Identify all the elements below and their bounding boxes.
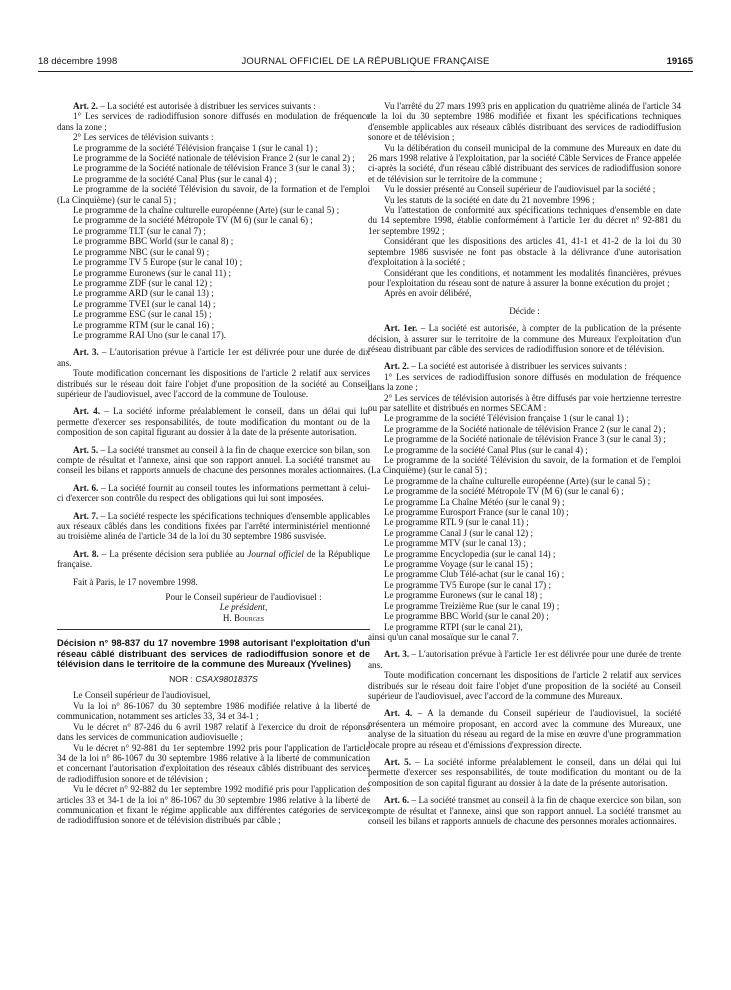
program-item: Le programme Club Télé-achat (sur le canal 16) ;: [384, 569, 565, 580]
nor-reference: NOR : CSAX9801837S: [169, 674, 258, 685]
article-4: Art. 4. – A la demande du Conseil supérieur de l'audiovisuel, la société présentera un mémoire proposant, en accord avec la commune des Mureaux, une analyse de la situation du réseau au regard de la mise en œuvre d'une programmation locale propre au réseau et d'émissions d'expression directe.: [368, 708, 681, 750]
page-header: [38, 56, 693, 70]
decision-title: Décision n° 98-837 du 17 novembre 1998 autorisant l'exploitation d'un réseau câblé distribuant des services de radiodiffusion sonore et de télévision dans le territoire de la commune des Mureaux (Yvelines): [57, 638, 370, 670]
program-item: Le programme BBC World (sur le canal 20) ;: [384, 611, 549, 622]
visa-item: Considérant que les conditions, et notamment les modalités financières, prévues pour l'exploitation du réseau sont de nature à assurer la bonne exécution du projet ;: [368, 267, 681, 288]
signature-for: Pour le Conseil supérieur de l'audiovisuel :: [165, 592, 322, 603]
page-number: 19165: [666, 56, 693, 67]
article-5: Art. 5. – La société informe préalablement le conseil, dans un délai qui lui permette d'exercer ses responsabilités, de toute modification du montant ou de la composition de son capital figurant au dossier à la date de la présente autorisation.: [368, 756, 681, 788]
journal-title: JOURNAL OFFICIEL DE LA RÉPUBLIQUE FRANÇAISE: [241, 56, 490, 67]
program-item: Le programme ARD (sur le canal 13) ;: [73, 288, 214, 299]
article-2-item-1: 1° Les services de radiodiffusion sonore diffusés en modulation de fréquence dans la zone ;: [368, 371, 681, 393]
article-6: Art. 6. – La société transmet au conseil à la fin de chaque exercice son bilan, son compte de résultat et l'annexe, ainsi que son rapport annuel. La société transmet au conseil les bilans et rapports annuels de chacune des personnes morales actionnaires.: [368, 795, 682, 826]
program-item: Le programme Encyclopedia (sur le canal 14) ;: [384, 548, 556, 559]
visa-item: Vu le dossier présenté au Conseil supérieur de l'audiovisuel par la société ;: [384, 184, 656, 195]
program-item: Le programme de la société Métropole TV (M 6) (sur le canal 6) ;: [384, 486, 624, 497]
visa-item: Vu le décret n° 92-881 du 1er septembre 1992 pris pour l'application de l'article 34 de la loi n° 86-1067 du 30 septembre 1986 relative à la liberté de communication et concernant l'autorisation d'exploitation des réseaux câblés distribuant des services de radiodiffusion sonore et de télévision ;: [57, 742, 370, 784]
program-item: Le programme ZDF (sur le canal 12) ;: [73, 277, 213, 288]
signature-date: Fait à Paris, le 17 novembre 1998.: [73, 576, 198, 587]
program-item: Le programme de la Société nationale de télévision France 3 (sur le canal 3) ;: [384, 434, 666, 445]
visa-item: Après en avoir délibéré,: [384, 288, 472, 299]
program-item: Le programme Canal J (sur le canal 12) ;: [384, 527, 533, 538]
program-item: Le programme de la Société nationale de télévision France 2 (sur le canal 2) ;: [384, 423, 666, 434]
program-item: Le programme TVEI (sur le canal 14) ;: [73, 298, 216, 309]
visa-item: Vu l'arrêté du 27 mars 1993 pris en application du quatrième alinéa de l'article 34 de la loi du 30 septembre 1986 modifiée et fixant les spécifications techniques d'ensemble applicables aux réseaux câblés distribuant des services de radiodiffusion sonore et de télévision ;: [368, 101, 681, 143]
issuer: Le Conseil supérieur de l'audiovisuel,: [73, 690, 211, 701]
program-item: Le programme de la chaîne culturelle européenne (Arte) (sur le canal 5) ;: [73, 205, 340, 216]
program-item: Le programme Treizième Rue (sur le canal 19) ;: [384, 600, 560, 611]
article-5: Art. 5. – La société transmet au conseil à la fin de chaque exercice son bilan, son compte de résultat et l'annexe, ainsi que son rapport annuel. La société transmet au conseil les bilans et rapports annuels de chacune des personnes morales actionnaires.: [57, 444, 371, 476]
visa-item: Vu la délibération du conseil municipal de la commune des Mureaux en date du 26 mars 1998 relative à l'exploitation, par la société Câble Services de France appelée ci-après la société, d'un réseau câblé distribuant des services de radiodiffusion sonore et de télévision sur le territoire de la commune ;: [368, 142, 681, 184]
article-3-paragraph: Toute modification concernant les dispositions de l'article 2 relatif aux services distribués sur le réseau doit faire l'objet d'une proposition de la société au Conseil supérieur de l'audiovisuel, avec l'accord de la commune de Toulouse.: [57, 368, 370, 399]
program-item: Le programme de la société Canal Plus (sur le canal 4) ;: [73, 173, 277, 184]
left-column: [57, 101, 370, 826]
article-2-item-2: 2° Les services de télévision suivants :: [73, 132, 214, 143]
program-item: Le programme de la société Télévision française 1 (sur le canal 1) ;: [73, 142, 318, 153]
header-rule: [38, 71, 693, 72]
program-item: Le programme Voyage (sur le canal 15) ;: [384, 559, 533, 570]
program-item: Le programme NBC (sur le canal 9) ;: [73, 246, 210, 257]
article-1: Art. 1er. – La société est autorisée, à compter de la publication de la présente décision, à assurer sur le territoire de la commune des Mureaux l'exploitation d'un réseau distribuant par câble des services de radiodiffusion sonore et de télévision.: [368, 323, 681, 354]
program-item: Le programme TV 5 Europe (sur le canal 10) ;: [73, 257, 243, 268]
program-item: Le programme de la Société nationale de télévision France 3 (sur le canal 3) ;: [73, 163, 355, 174]
article-2-item-2: 2° Les services de télévision autorisés à être diffusés par voie hertzienne terrestre ou par satellite et distribués en normes SECAM :: [368, 392, 681, 413]
program-list: [57, 143, 370, 341]
program-item: Le programme MTV (sur le canal 13) ;: [384, 538, 527, 549]
program-item: Le programme de la société Canal Plus (sur le canal 4) ;: [384, 444, 588, 455]
program-item: Le programme ESC (sur le canal 15) ;: [73, 309, 212, 320]
visa-item: Vu l'attestation de conformité aux spécifications techniques d'ensemble en date du 14 septembre 1998, établie conformément à l'article 1er du décret n° 92-881 du 1er septembre 1992 ;: [368, 205, 681, 236]
visas-list-continued: [368, 101, 681, 299]
article-3-paragraph: Toute modification concernant les dispositions de l'article 2 relatif aux services distribués sur le réseau doit faire l'objet d'une proposition de la société au Conseil supérieur de l'audiovisuel, avec l'accord de la commune des Mureaux.: [368, 670, 681, 701]
program-item: Le programme de la société Télévision du savoir, de la formation et de l'emploi (La Cinquième) (sur le canal 5) ;: [368, 455, 681, 476]
signature-role: Le président,: [219, 602, 268, 613]
program-item: Le programme TV5 Europe (sur le canal 17) ;: [384, 579, 551, 590]
article-3: Art. 3. – L'autorisation prévue à l'article 1er est délivrée pour une durée de trente ans.: [368, 649, 681, 670]
article-2-item-1: 1° Les services de radiodiffusion sonore diffusés en modulation de fréquence dans la zone ;: [57, 111, 370, 132]
program-item: Le programme de la Société nationale de télévision France 2 (sur le canal 2) ;: [73, 153, 355, 164]
program-item: Le programme Euronews (sur le canal 11) ;: [73, 267, 231, 278]
decide-heading: Décide :: [509, 305, 540, 316]
program-item: Le programme Eurosport France (sur le canal 10) ;: [384, 507, 569, 518]
program-item: Le programme de la société Télévision française 1 (sur le canal 1) ;: [384, 413, 629, 424]
program-list: [368, 413, 681, 632]
mosaic-channel: ainsi qu'un canal mosaïque sur le canal 7.: [368, 631, 519, 642]
article-2: Art. 2. – La société est autorisée à distribuer les services suivants :: [384, 361, 627, 372]
program-item: Le programme TLT (sur le canal 7) ;: [73, 225, 206, 236]
article-2: Art. 2. – La société est autorisée à distribuer les services suivants :: [73, 101, 316, 111]
program-item: Le programme de la société Télévision du savoir, de la formation et de l'emploi (La Cinquième) (sur le canal 5) ;: [57, 184, 370, 205]
article-4: Art. 4. – La société informe préalablement le conseil, dans un délai qui lui permette d'exercer ses responsabilités, de toute modification du montant ou de la composition de son capital figurant au dossier à la date de la présente autorisation.: [57, 406, 370, 438]
visa-item: Vu les statuts de la société en date du 21 novembre 1996 ;: [384, 194, 595, 205]
program-item: Le programme de la société Métropole TV (M 6) (sur le canal 6) ;: [73, 215, 313, 226]
header-date: 18 décembre 1998: [38, 56, 118, 67]
program-item: Le programme Euronews (sur le canal 18) ;: [384, 590, 543, 601]
signature-name: H. Bourges: [222, 612, 265, 623]
article-7: Art. 7. – La société respecte les spécifications techniques d'ensemble applicables aux réseaux câblés dans les conditions fixées par l'arrêté interministériel mentionné au troisième alinéa de l'article 34 de la loi du 30 septembre 1986 susvisée.: [57, 510, 370, 542]
visa-item: Vu la loi n° 86-1067 du 30 septembre 1986 modifiée relative à la liberté de communication, notamment ses articles 33, 34 et 34-1 ;: [57, 700, 370, 722]
program-item: Le programme RAI Uno (sur le canal 17).: [73, 329, 227, 340]
program-item: Le programme RTL 9 (sur le canal 11) ;: [384, 517, 529, 528]
article-6: Art. 6. – La société fournit au conseil toutes les informations permettant à celui-ci d'exercer son contrôle du respect des obligations qui lui sont imposées.: [57, 482, 370, 504]
program-item: Le programme RTM (sur le canal 16) ;: [73, 319, 215, 330]
right-column: [368, 101, 681, 826]
visa-item: Vu le décret n° 87-246 du 6 avril 1987 relatif à l'exercice du droit de réponse dans les services de communication audiovisuelle ;: [57, 721, 370, 743]
program-item: Le programme BBC World (sur le canal 8) ;: [73, 236, 234, 247]
program-item: Le programme La Chaîne Météo (sur le canal 9) ;: [384, 496, 565, 507]
article-8: Art. 8. – La présente décision sera publiée au Journal officiel de la République française.: [57, 548, 370, 570]
program-item: Le programme de la chaîne culturelle européenne (Arte) (sur le canal 5) ;: [384, 475, 651, 486]
visas-list: [57, 701, 370, 826]
program-item: Le programme RTPI (sur le canal 21),: [384, 621, 523, 632]
section-separator: [57, 629, 370, 630]
visa-item: Considérant que les dispositions des articles 41, 41-1 et 41-2 de la loi du 30 septembre 1986 susvisée ne font pas obstacle à la délivrance d'une autorisation d'exploitation à la société ;: [368, 236, 681, 268]
article-3: Art. 3. – L'autorisation prévue à l'article 1er est délivrée pour une durée de dix ans.: [57, 347, 370, 368]
visa-item: Vu le décret n° 92-882 du 1er septembre 1992 modifié pris pour l'application des articles 33 et 34-1 de la loi n° 86-1067 du 30 septembre 1986 relative à la liberté de communication et fixant le régime applicable aux différentes catégories de services de radiodiffusion sonore et de télévision distribués par câble ;: [57, 784, 370, 826]
